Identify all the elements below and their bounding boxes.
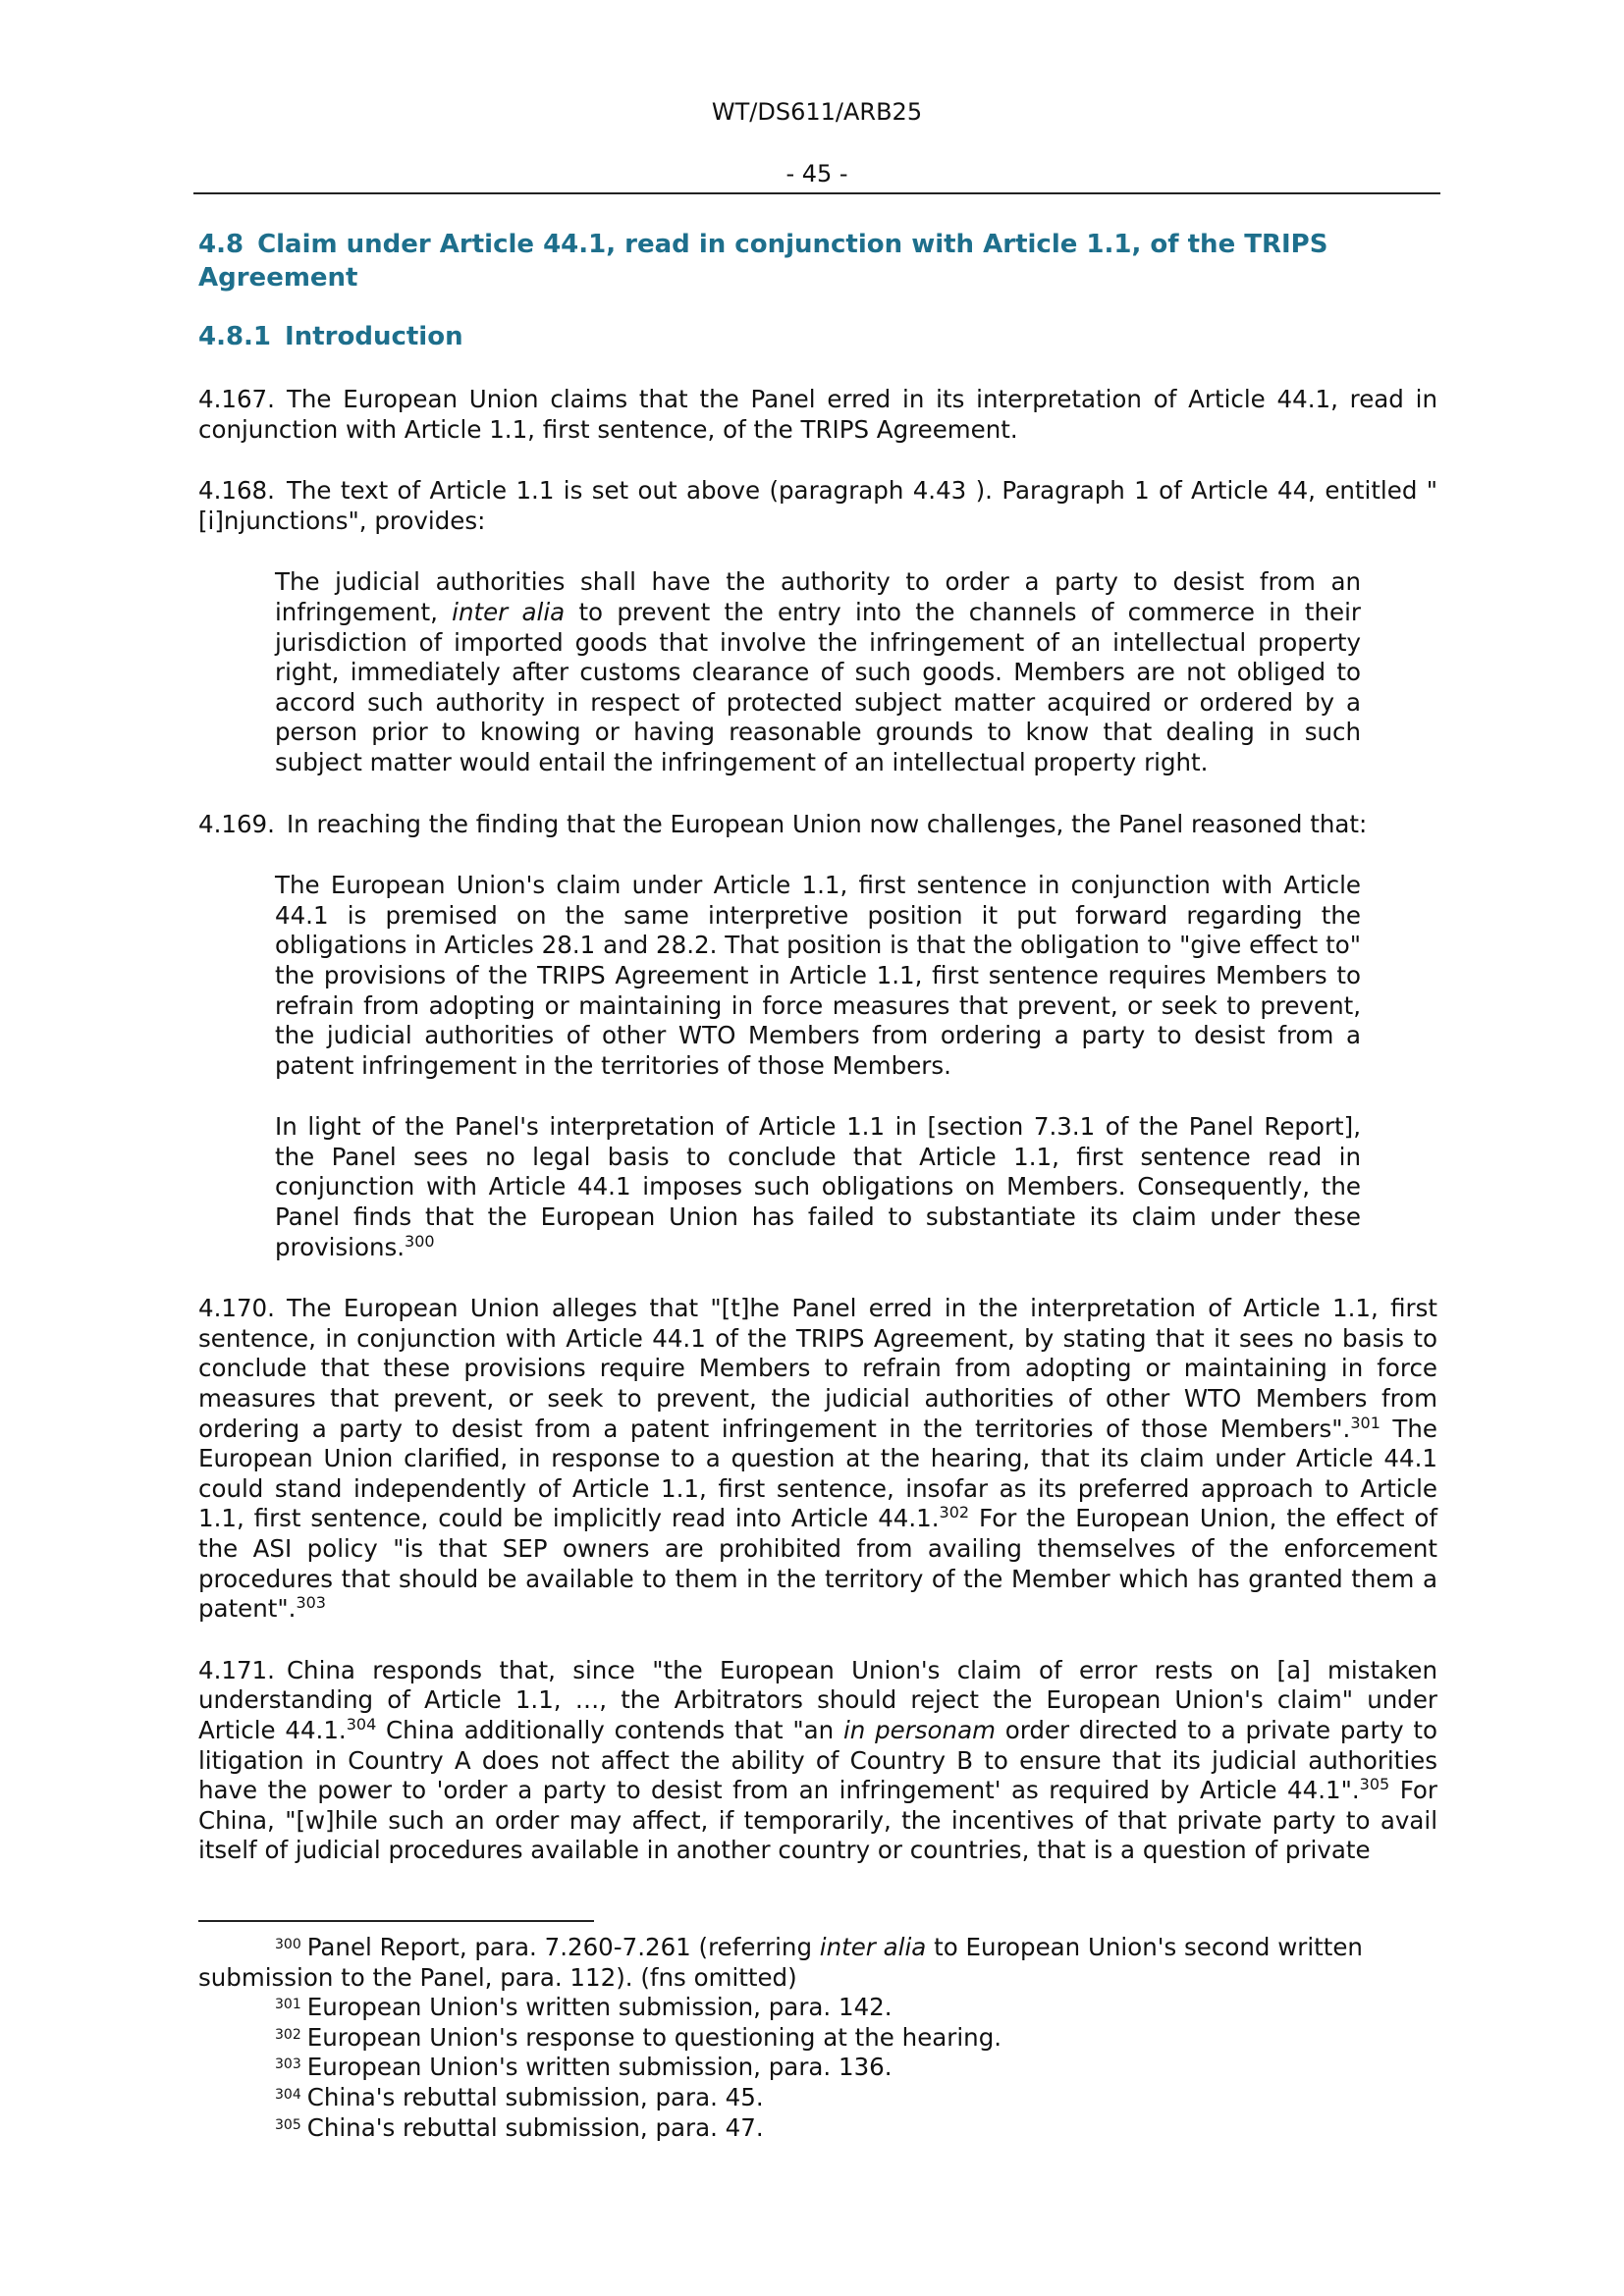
quote-article-44-1 [275,567,1361,777]
paragraph-4-167 [198,385,1437,445]
paragraph-segment: order directed to a private party to litigation in Country A does not affect the ability of Country B to ensure that its judicial authorities have the power to 'order a party to desist from an infringement' as required by Article 44.1". [198,1715,1437,1805]
paragraph-4-168 [198,476,1437,536]
footnote-ref-304[interactable]: 304 [346,1714,377,1734]
footnote-302 [198,2023,1437,2054]
subsection-heading [198,320,1437,353]
section-number: 4.8 [198,230,244,259]
footnote-number: 304 [275,2086,301,2103]
footnote-301 [198,1993,1437,2023]
quote-segment: The judicial authorities shall have the authority to order a party to desist from an infringement, [275,567,1361,626]
footnote-number: 303 [275,2056,301,2073]
footnote-text: Panel Report, para. 7.260-7.261 (referring [306,1933,820,1961]
footnote-text: European Union's response to questioning at the hearing. [306,2022,1002,2052]
footnote-303 [198,2053,1437,2083]
footnote-text: to European Union's second written submission to the Panel, para. 112). (fns omitted) [198,1933,1363,1992]
document-symbol: WT/DS611/ARB25 [711,98,923,126]
quote-paragraph [275,1112,1361,1262]
paragraph-segment: China additionally contends that "an [376,1715,843,1744]
paragraph-4-170 [198,1294,1437,1625]
paragraph-4-171 [198,1656,1437,1866]
paragraph-text: In reaching the finding that the European Union now challenges, the Panel reasoned that: [286,809,1368,838]
footnote-text: European Union's written submission, para. 142. [306,1993,893,2022]
footnote-305 [198,2113,1437,2144]
footnote-divider [198,1920,594,1922]
footnote-number: 300 [275,1937,301,1952]
paragraph-text: The European Union claims that the Panel erred in its interpretation of Article 44.1, read in conjunction with Article 1.1, first sentence, of the TRIPS Agreement. [198,385,1437,444]
footnote-ref-302[interactable]: 302 [939,1503,970,1522]
quote-segment: In light of the Panel's interpretation of Article 1.1 in [section 7.3.1 of the Panel Report], the Panel sees no legal basis to conclude that Article 1.1, first sentence read in conjunction with Article 44.1 imposes such obligations on Members. Consequently, the Panel finds that the European Union has failed to substantiate its claim under these provisions. [275,1112,1361,1261]
paragraph-number: 4.169. [198,809,275,838]
subsection-number: 4.8.1 [198,322,272,351]
paragraph-4-169 [198,810,1437,840]
footnotes [198,1933,1437,2143]
paragraph-number: 4.170. [198,1294,275,1323]
footnote-italic: inter alia [819,1933,927,1961]
paragraph-number: 4.171. [198,1655,275,1684]
paragraph-segment: For China, "[w]hile such an order may affect, if temporarily, the incentives of that private party to avail itself of judicial procedures available in another country or countries, that is a question of private [198,1776,1437,1865]
quote-italic: inter alia [452,597,566,626]
footnote-300 [198,1933,1437,1993]
footnote-304 [198,2083,1437,2113]
paragraph-text: The text of Article 1.1 is set out above (paragraph 4.43 ). Paragraph 1 of Article 44, entitled "[i]njunctions", provides: [198,476,1437,535]
paragraph-segment: The European Union clarified, in response to a question at the hearing, that its claim under Article 44.1 could stand independently of Article 1.1, first sentence, insofar as its preferred approach to Article 1.1, first sentence, could be implicitly read into Article 44.1. [198,1414,1437,1533]
quote-panel-reasoning [275,871,1361,1262]
page-number: - 45 - [785,160,848,187]
paragraph-number: 4.168. [198,476,275,506]
section-title: Claim under Article 44.1, read in conjunction with Article 1.1, of the TRIPS Agreement [198,230,1328,293]
footnote-text: China's rebuttal submission, para. 45. [306,2082,764,2111]
footnote-text: China's rebuttal submission, para. 47. [306,2112,764,2142]
footnote-ref-301[interactable]: 301 [1350,1413,1380,1432]
footnote-number: 305 [275,2116,301,2133]
section-heading [198,228,1437,294]
paragraph-number: 4.167. [198,385,275,413]
quote-text [275,567,1361,777]
subsection-title: Introduction [285,322,463,351]
main-content [198,228,1437,1866]
paragraph-italic: in personam [842,1715,996,1744]
paragraph-segment: The European Union alleges that "[t]he Panel erred in the interpretation of Article 1.1, first sentence, in conjunction with Article 44.1 of the TRIPS Agreement, by stating that it sees no basis to conclude that these provisions require Members to refrain from adopting or maintaining in force measures that prevent, or seek to prevent, the judicial authorities of other WTO Members from ordering a party to desist from a patent infringement in the territories of those Members". [198,1294,1437,1443]
footnote-ref-305[interactable]: 305 [1359,1775,1390,1794]
footnote-ref-300[interactable]: 300 [405,1231,435,1251]
quote-paragraph: The European Union's claim under Article 1.1, first sentence in conjunction with Article 44.1 is premised on the same interpretive position it put forward regarding the obligations in Articles 28.1 and 28.2. That position is that the obligation to "give effect to" the provisions of the TRIPS Agreement in Article 1.1, first sentence requires Members to refrain from adopting or maintaining in force measures that prevent, or seek to prevent, the judicial authorities of other WTO Members from ordering a party to desist from a patent infringement in the territories of those Members. [275,871,1361,1080]
paragraph-segment: For the European Union, the effect of the ASI policy "is that SEP owners are prohibited from availing themselves of the enforcement procedures that should be available to them in the territory of the Member which has granted them a patent". [198,1504,1437,1624]
footnote-number: 301 [275,1997,301,2013]
footnote-ref-303[interactable]: 303 [296,1593,326,1613]
paragraph-segment: China responds that, since "the European Union's claim of error rests on [a] mistaken understanding of Article 1.1, …, the Arbitrators should reject the European Union's claim" under Article 44.1. [198,1655,1437,1744]
footnote-text: European Union's written submission, para. 136. [306,2053,893,2082]
footnote-number: 302 [275,2026,301,2043]
header-divider [193,192,1440,194]
quote-segment: to prevent the entry into the channels of commerce in their jurisdiction of imported goods that involve the infringement of an intellectual property right, immediately after customs clearance of such goods. Members are not obliged to accord such authority in respect of protected subject matter acquired or ordered by a person prior to knowing or having reasonable grounds to know that dealing in such subject matter would entail the infringement of an intellectual property right. [275,597,1361,776]
